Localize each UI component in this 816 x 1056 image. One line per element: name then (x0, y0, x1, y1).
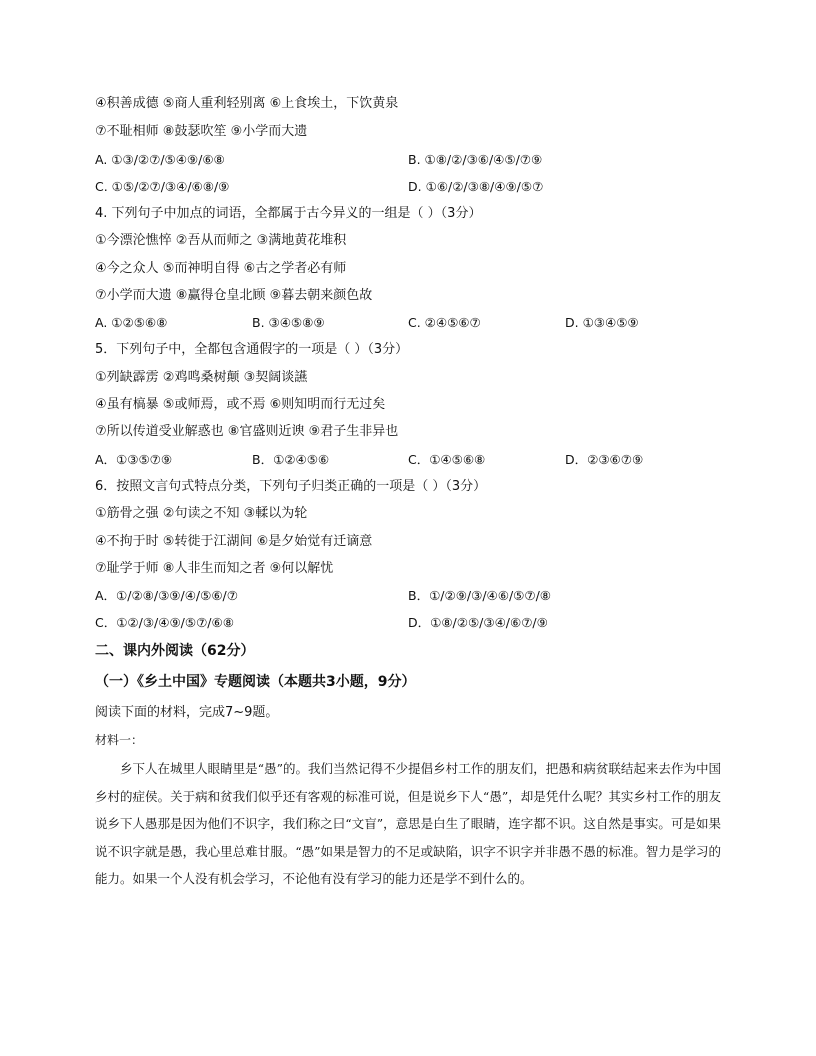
q3-items-line-2: ④积善成德 ⑤商人重利轻别离 ⑥上食埃土，下饮黄泉 (95, 96, 399, 111)
section-heading: 二、课内外阅读（62分） (95, 643, 255, 659)
q5-stem: 5．下列句子中，全都包含通假字的一项是（ ）（3分） (95, 342, 409, 357)
q6-option-b: B．①/②⑨/③/④⑥/⑤⑦/⑧ (408, 588, 551, 603)
q3-option-d: D. ①⑥/②/③⑧/④⑨/⑤⑦ (408, 179, 544, 194)
q4-items-line-1: ①今漂沦憔悴 ②吾从而师之 ③满地黄花堆积 (95, 233, 347, 248)
q4-option-a: A. ①②⑤⑥⑧ (95, 315, 168, 330)
material-paragraph: 乡下人在城里人眼睛里是“愚”的。我们当然记得不少提倡乡村工作的朋友们，把愚和病贫联结起来去作为中国乡村的症侯。关于病和贫我们似乎还有客观的标准可说，但是说乡下人“愚”，却是凭什么呢？其实乡村工作的朋友说乡下人愚那是因为他们不识字，我们称之曰“文盲”，意思是白生了眼睛，连字都不识。这自然是事实。可是如果说不识字就是愚，我心里总难甘服。“愚”如果是智力的不足或缺陷，识字不识字并非愚不愚的标准。智力是学习的能力。如果一个人没有机会学习，不论他有没有学习的能力还是学不到什么的。 (95, 761, 721, 886)
q3-option-a: A. ①③/②⑦/⑤④⑨/⑥⑧ (95, 152, 225, 167)
reading-instruction: 阅读下面的材料，完成7~9题。 (95, 705, 279, 720)
q5-option-d: D．②③⑥⑦⑨ (565, 452, 644, 467)
q5-items-line-2: ④虽有槁暴 ⑤或师焉，或不焉 ⑥则知明而行无过矣 (95, 397, 386, 412)
q3-items-line-3: ⑦不耻相师 ⑧鼓瑟吹笙 ⑨小学而大遗 (95, 124, 308, 139)
q4-option-d: D. ①③④⑤⑨ (565, 315, 639, 330)
q4-option-c: C. ②④⑤⑥⑦ (408, 315, 481, 330)
q4-items-line-2: ④今之众人 ⑤而神明自得 ⑥古之学者必有师 (95, 261, 347, 276)
q5-items-line-1: ①列缺霹雳 ②鸡鸣桑树颠 ③契阔谈讌 (95, 370, 308, 385)
q5-option-a: A．①③⑤⑦⑨ (95, 452, 173, 467)
q4-stem: 4. 下列句子中加点的词语，全都属于古今异义的一组是（ ）（3分） (95, 206, 482, 221)
q6-items-line-1: ①筋骨之强 ②句读之不知 ③輮以为轮 (95, 506, 308, 521)
sub-section-heading: （一）《乡土中国》专题阅读（本题共3小题，9分） (95, 674, 416, 690)
q6-items-line-2: ④不拘于时 ⑤转徙于江湖间 ⑥是夕始觉有迁谪意 (95, 534, 373, 549)
material-label: 材料一： (95, 733, 144, 747)
q4-option-b: B. ③④⑤⑧⑨ (252, 315, 325, 330)
q3-option-c: C. ①⑤/②⑦/③④/⑥⑧/⑨ (95, 179, 230, 194)
q5-option-b: B．①②④⑤⑥ (252, 452, 330, 467)
q6-option-a: A．①/②⑧/③⑨/④/⑤⑥/⑦ (95, 588, 238, 603)
q6-option-c: C．①②/③/④⑨/⑤⑦/⑥⑧ (95, 615, 234, 630)
q5-items-line-3: ⑦所以传道受业解惑也 ⑧官盛则近谀 ⑨君子生非异也 (95, 424, 399, 439)
q4-items-line-3: ⑦小学而大遗 ⑧赢得仓皇北顾 ⑨暮去朝来颜色故 (95, 288, 373, 303)
q6-option-d: D．①⑧/②⑤/③④/⑥⑦/⑨ (408, 615, 548, 630)
q6-stem: 6．按照文言句式特点分类，下列句子归类正确的一项是（ ）（3分） (95, 479, 487, 494)
q5-option-c: C．①④⑤⑥⑧ (408, 452, 486, 467)
q3-option-b: B. ①⑧/②/③⑥/④⑤/⑦⑨ (408, 152, 543, 167)
q6-items-line-3: ⑦耻学于师 ⑧人非生而知之者 ⑨何以解忧 (95, 561, 334, 576)
